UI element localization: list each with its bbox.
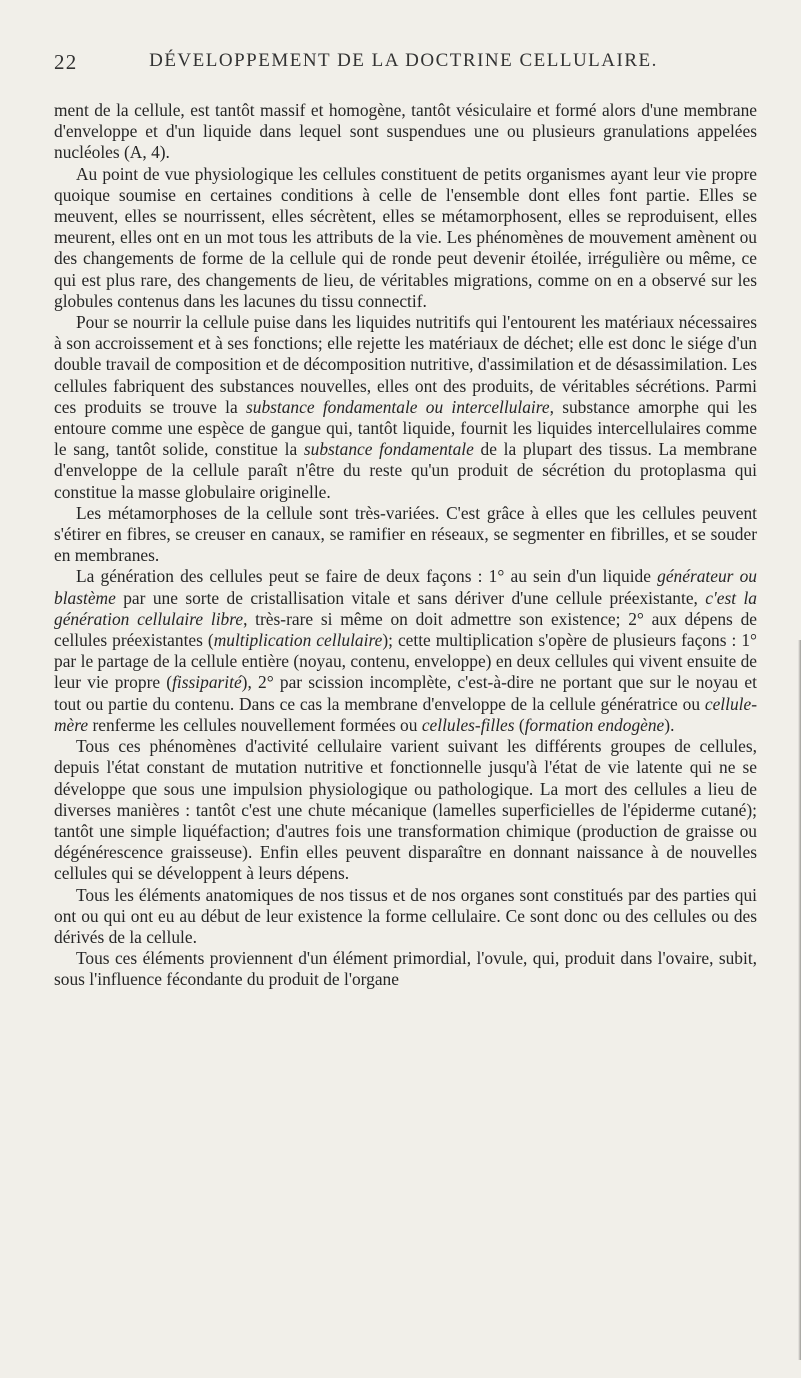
paragraph: [54, 503, 757, 567]
paragraph: [54, 100, 757, 164]
paragraph: [54, 312, 757, 503]
italic-term: fissiparité: [172, 672, 242, 693]
text-run: Au point de vue physiologique les cellules constituent de petits organismes ayant leur vie propre quoique soumise en certaines conditions à celle de l'ensemble dont elles font partie. Elles se meuvent, elles se nourrissent, elles sécrètent, elles se métamorphosent, elles se reproduisent, elles meurent, elles ont en un mot tous les attributs de la vie. Les phénomènes de mouvement amènent ou des changements de forme de la cellule qui de ronde peut devenir étoilée, irrégulière ou même, ce qui est plus rare, des changements de lieu, de véritables migrations, comme on en a observé sur les globules contenus dans les lacunes du tissu connectif.: [54, 163, 757, 311]
italic-term: formation endogène: [524, 714, 665, 735]
text-run: , très-rare si même on doit admettre son existence; 2° aux dépens de cellules préexistantes (: [54, 608, 757, 651]
italic-term: c'est la génération cellulaire libre: [54, 587, 757, 629]
italic-term: générateur ou blastème: [54, 566, 757, 608]
text-run: ).: [664, 714, 675, 735]
paragraph: [54, 164, 757, 312]
text-run: de la plupart des tissus. La membrane d'enveloppe de la cellule paraît n'être du reste qu'un produit de sécrétion du protoplasma qui constitue la masse globulaire originelle.: [54, 439, 757, 502]
italic-term: substance fondamentale ou intercellulaire: [245, 396, 550, 417]
paragraph: [54, 885, 757, 949]
text-run: Les métamorphoses de la cellule sont très-variées. C'est grâce à elles que les cellules peuvent s'étirer en fibres, se creuser en canaux, se ramifier en réseaux, se segmenter en fibrilles, et se souder en membranes.: [54, 502, 757, 566]
page-header: [54, 50, 753, 76]
text-run: ); cette multiplication s'opère de plusieurs façons : 1° par le partage de la cellule entière (noyau, contenu, enveloppe) en deux cellules qui vivent ensuite de leur vie propre (: [54, 630, 758, 693]
page-number: 22: [54, 50, 78, 74]
text-run: par une sorte de cristallisation vitale et sans dériver d'une cellule préexistante,: [115, 587, 706, 608]
text-run: , substance amorphe qui les entoure comme une espèce de gangue qui, tantôt liquide, fournit les liquides intercellulaires comme le sang, tantôt solide, constitue la: [54, 396, 757, 460]
italic-term: multiplication cellulaire: [213, 630, 383, 651]
body-text: [54, 100, 757, 991]
running-title: DÉVELOPPEMENT DE LA DOCTRINE CELLULAIRE.: [149, 50, 658, 71]
text-run: ment de la cellule, est tantôt massif et homogène, tantôt vésiculaire et formé alors d'une membrane d'enveloppe et d'un liquide dans lequel sont suspendues une ou plusieurs granulations appelées nucléoles (A, 4).: [54, 100, 757, 163]
text-run: renferme les cellules nouvellement formées ou: [88, 714, 422, 735]
text-run: La génération des cellules peut se faire de deux façons : 1° au sein d'un liquide: [76, 566, 658, 587]
text-run: ), 2° par scission incomplète, c'est-à-dire ne portant que sur le noyau et tout ou partie du contenu. Dans ce cas la membrane d'enveloppe de la cellule génératrice ou: [54, 672, 757, 714]
italic-term: cellules-filles: [421, 714, 515, 735]
italic-term: cellule-mère: [54, 693, 757, 735]
paragraph: [54, 948, 757, 990]
text-run: Pour se nourrir la cellule puise dans les liquides nutritifs qui l'entourent les matériaux nécessaires à son accroissement et à ses fonctions; elle rejette les matériaux de déchet; elle est donc le siége d'un double travail de composition et de décomposition nutritive, d'assimilation et de désassimilation. Les cellules fabriquent des substances nouvelles, elles ont des produits, de véritables sécrétions. Parmi ces produits se trouve la: [54, 312, 757, 417]
paragraph: [54, 736, 757, 884]
text-run: Tous ces éléments proviennent d'un élément primordial, l'ovule, qui, produit dans l'ovaire, subit, sous l'influence fécondante du produit de l'organe: [54, 948, 757, 990]
text-run: Tous les éléments anatomiques de nos tissus et de nos organes sont constitués par des parties qui ont ou qui ont eu au début de leur existence la forme cellulaire. Ce sont donc ou des cellules ou des dérivés de la cellule.: [54, 884, 757, 947]
text-run: (: [514, 714, 525, 735]
italic-term: substance fondamentale: [303, 439, 474, 460]
text-run: Tous ces phénomènes d'activité cellulaire varient suivant les différents groupes de cellules, depuis l'état constant de mutation nutritive et fonctionnelle jusqu'à l'état de vie latente qui ne se développe que sous une impulsion physiologique ou pathologique. La mort des cellules a lieu de diverses manières : tantôt c'est une chute mécanique (lamelles superficielles de l'épiderme cutané); tantôt une simple liquéfaction; d'autres fois une transformation chimique (production de graisse ou dégénérescence graisseuse). Enfin elles peuvent disparaître en donnant naissance à de nouvelles cellules qui se développent à leurs dépens.: [54, 736, 757, 884]
paragraph: [54, 566, 757, 736]
